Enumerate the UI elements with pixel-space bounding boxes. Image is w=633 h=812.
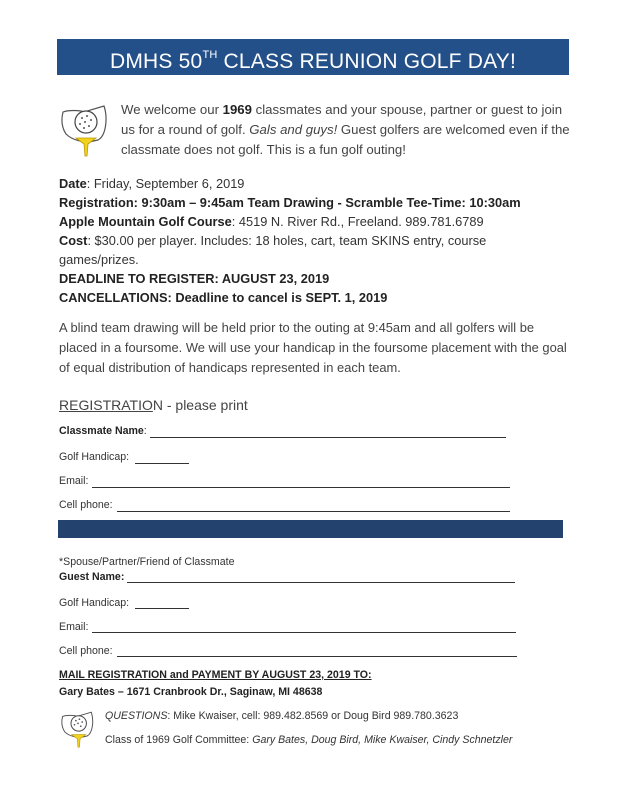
guest-name-label <box>59 571 124 583</box>
deadline-line <box>59 270 329 288</box>
course-label: Apple Mountain Golf Course <box>59 214 232 229</box>
welcome-paragraph <box>121 100 576 160</box>
cost-label: Cost <box>59 233 88 248</box>
team-drawing-paragraph: A blind team drawing will be held prior to the outing at 9:45am and all golfers will be placed in a foursome. We will use your handicap in the foursome placement with the goal of equal distribution of handicaps represented in each team. <box>59 320 567 375</box>
cost-line-2 <box>59 251 139 269</box>
cost-value-continued: games/prizes. <box>59 252 139 267</box>
mail-instructions: MAIL REGISTRATION and PAYMENT BY AUGUST 23, 2019 TO: <box>59 669 372 681</box>
section-divider <box>58 520 563 538</box>
cell-phone-field[interactable] <box>117 511 510 512</box>
classmate-name-label: Classmate Name: <box>59 425 147 437</box>
title-superscript: TH <box>202 49 218 61</box>
guest-golf-handicap-label: Golf Handicap: <box>59 597 130 609</box>
classmate-name-field[interactable] <box>150 437 506 438</box>
deadline-text: DEADLINE TO REGISTER: AUGUST 23, 2019 <box>59 271 330 286</box>
questions-label: QUESTIONS <box>105 710 168 722</box>
guest-name-field[interactable] <box>127 582 515 583</box>
guest-cell-phone-field[interactable] <box>117 656 517 657</box>
date-value: : Friday, September 6, 2019 <box>86 176 245 191</box>
golf-handicap-field[interactable] <box>135 463 189 464</box>
guest-golf-handicap-field[interactable] <box>135 608 189 609</box>
classmate-name-text: Classmate Name <box>59 425 144 437</box>
email-label: Email: <box>59 475 89 487</box>
guest-email-field[interactable] <box>92 632 516 633</box>
page-title-banner <box>57 39 569 75</box>
cost-line <box>59 232 486 250</box>
golf-ball-on-tee-icon <box>60 100 110 160</box>
registration-title <box>59 397 248 413</box>
title-prefix: DMHS 50 <box>110 50 203 73</box>
registration-title-rest: N - please print <box>152 397 248 413</box>
course-line <box>59 213 484 231</box>
welcome-italic: Gals and guys! <box>249 122 338 137</box>
cancellation-line <box>59 289 387 307</box>
cost-value: : $30.00 per player. Includes: 18 holes, cart, team SKINS entry, course <box>87 233 487 248</box>
email-field[interactable] <box>92 487 510 488</box>
welcome-year: 1969 <box>222 102 252 117</box>
date-line <box>59 175 244 193</box>
date-label: Date <box>59 176 87 191</box>
guest-email-label: Email: <box>59 621 89 633</box>
committee-line <box>105 734 512 746</box>
golf-ball-on-tee-icon <box>60 708 96 750</box>
mailing-address: Gary Bates – 1671 Cranbrook Dr., Saginaw, MI 48638 <box>59 686 323 698</box>
tee-time: 10:30am <box>465 195 521 210</box>
committee-label: Class of 1969 Golf Committee: <box>105 734 253 746</box>
golf-handicap-label: Golf Handicap: <box>59 451 130 463</box>
title-suffix: CLASS REUNION GOLF DAY! <box>217 50 516 73</box>
course-value: : 4519 N. River Rd., Freeland. 989.781.6789 <box>231 214 484 229</box>
questions-contacts: : Mike Kwaiser, cell: 989.482.8569 or Doug Bird 989.780.3623 <box>167 710 459 722</box>
welcome-text-1: We welcome our <box>121 102 223 117</box>
cell-phone-label: Cell phone: <box>59 499 113 511</box>
committee-names: Gary Bates, Doug Bird, Mike Kwaiser, Cindy Schnetzler <box>252 734 513 746</box>
guest-note: *Spouse/Partner/Friend of Classmate <box>59 556 235 568</box>
guest-cell-phone-label: Cell phone: <box>59 645 113 657</box>
welcome-text-3: Guest golfers are welcomed even if the classmate does not golf. This is a fun golf outing! <box>121 122 570 157</box>
registration-label: Registration: 9:30am – 9:45am Team Drawing - Scramble Tee-Time: <box>59 195 466 210</box>
questions-line <box>105 710 458 722</box>
welcome-text-2: classmates and your spouse, partner or guest to join us for a round of golf. <box>121 102 563 137</box>
guest-name-text: Guest Name: <box>59 571 125 583</box>
cancellation-text: CANCELLATIONS: Deadline to cancel is SEPT. 1, 2019 <box>59 290 388 305</box>
registration-line <box>59 194 521 212</box>
registration-title-underlined: REGISTRATIO <box>59 397 153 413</box>
